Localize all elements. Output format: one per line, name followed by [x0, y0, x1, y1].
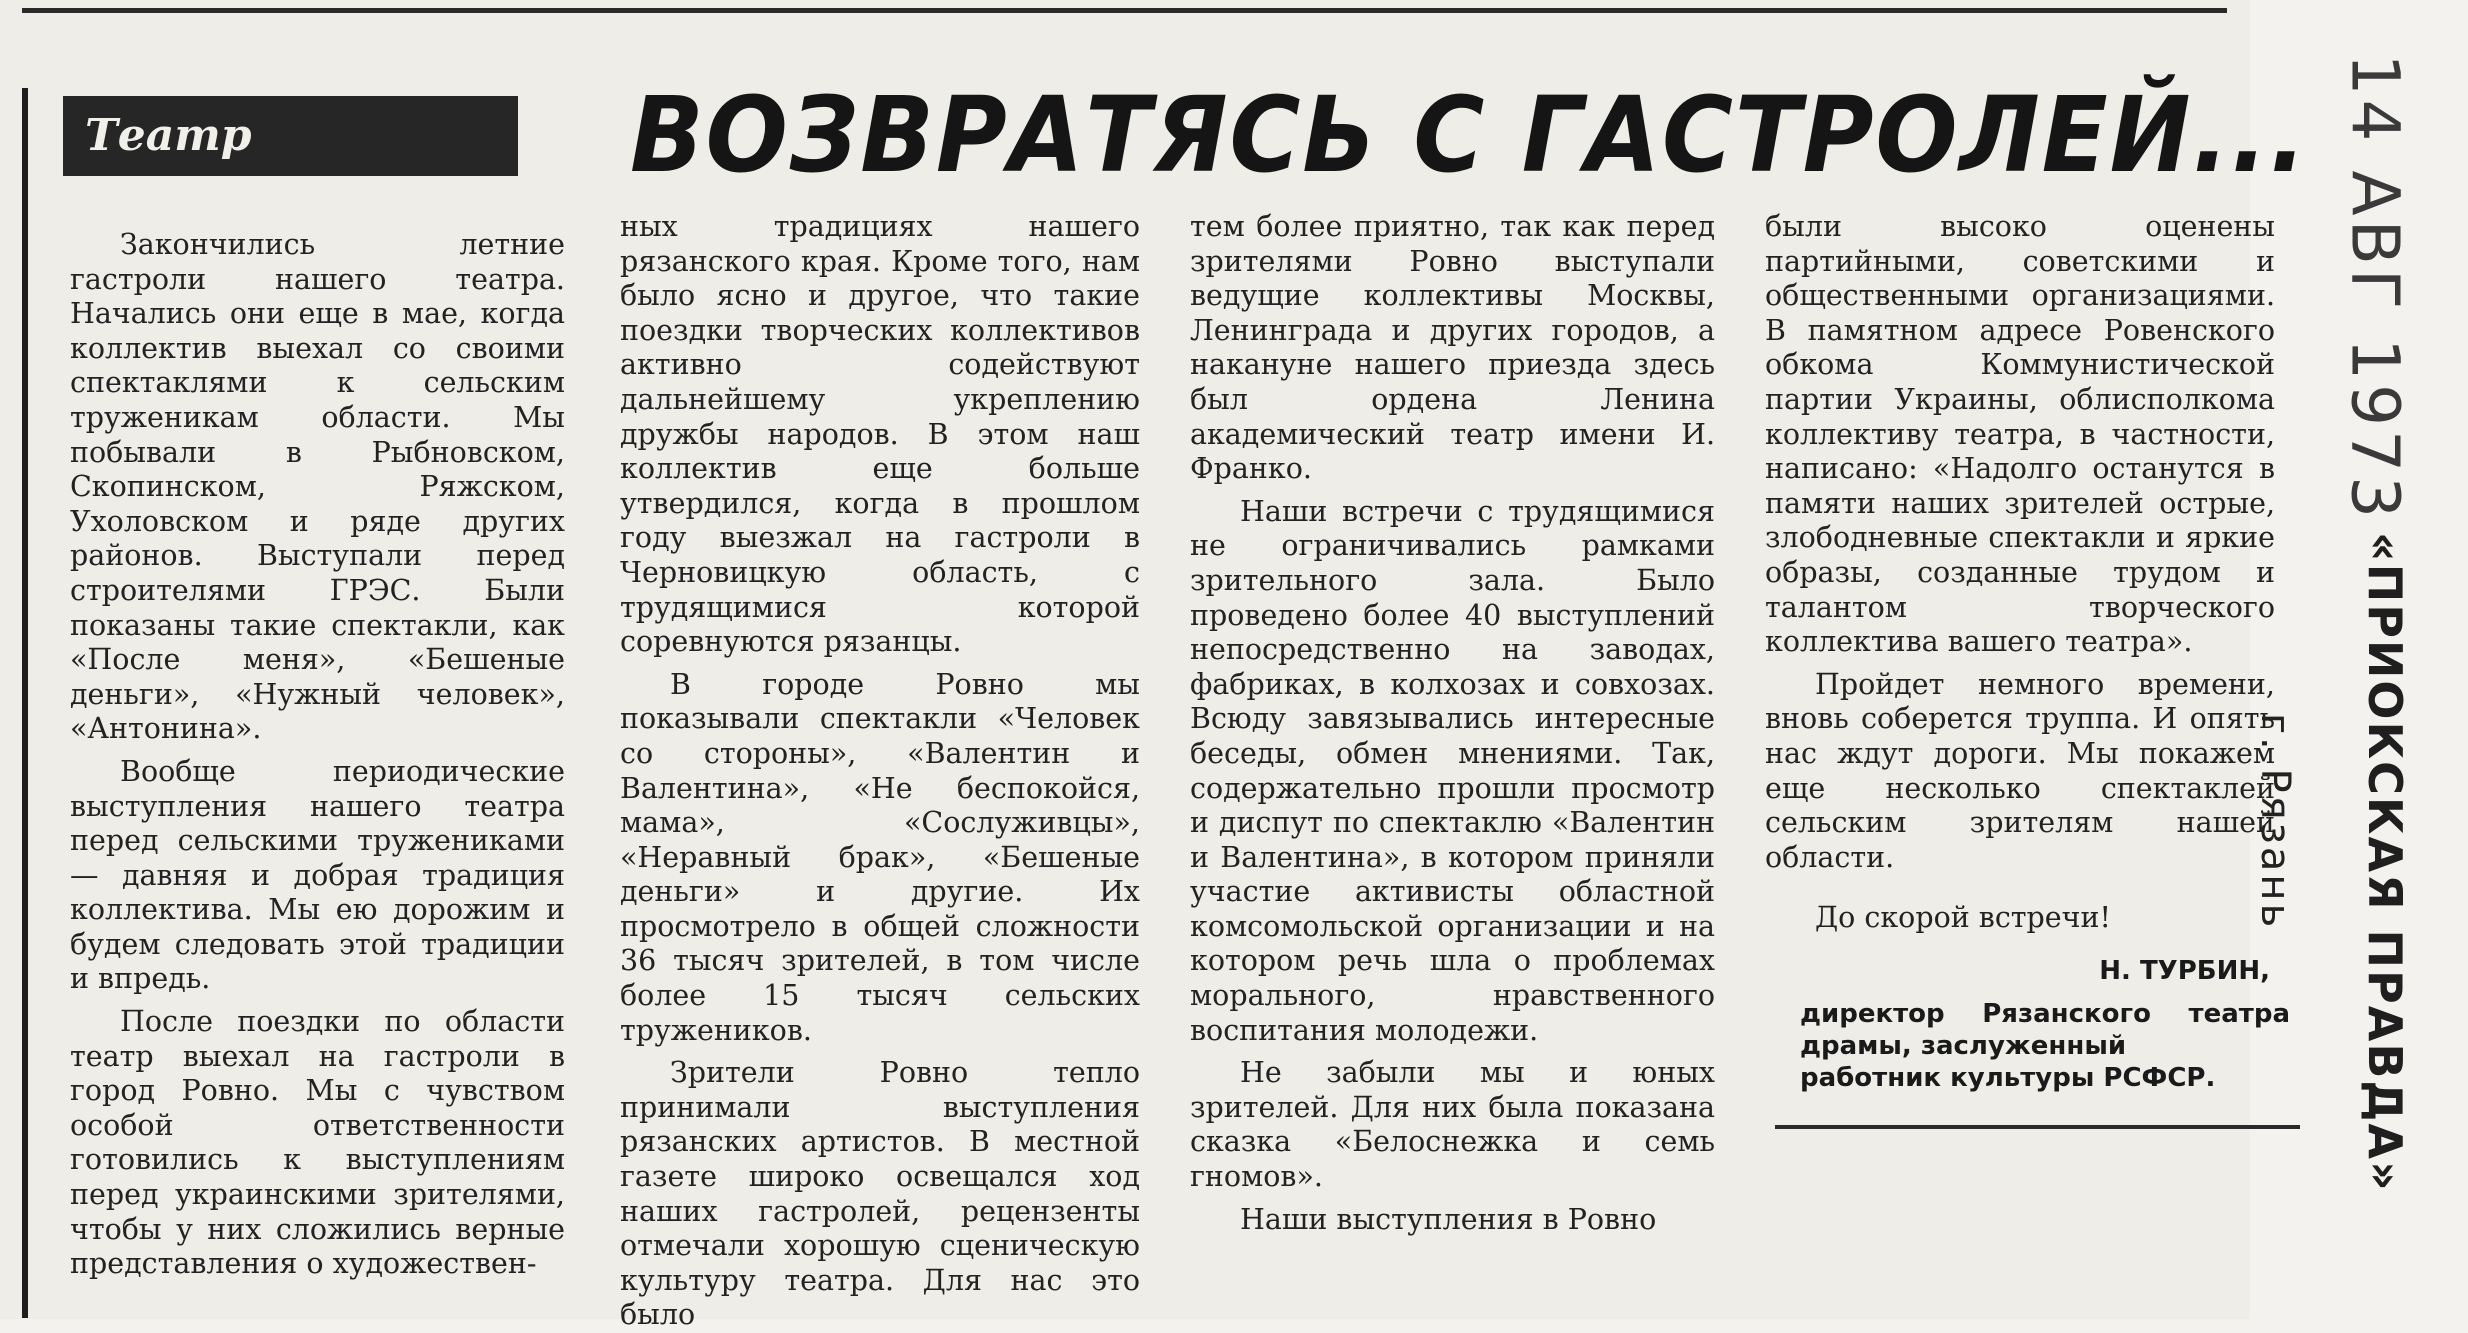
rubric-label: Театр	[63, 96, 518, 176]
date-stamp	[2330, 40, 2420, 523]
paragraph: После поездки по области театр выехал на гастроли в город Ровно. Мы с чувством особой ответственности готовились к выступлениям перед украинскими зрителями, чтобы у них сложились верные представления о художествен-	[70, 1005, 565, 1281]
author-name: Н. ТУРБИН,	[2099, 956, 2270, 986]
paragraph: До скорой встречи!	[1815, 901, 2111, 935]
author-title-line: директор Рязанского театра драмы, заслуженный	[1800, 999, 2290, 1061]
paragraph: Не забыли мы и юных зрителей. Для них была показана сказка «Белоснежка и семь гномов».	[1190, 1056, 1715, 1194]
date-stamp-text: 14 АВГ 1973	[2336, 53, 2414, 523]
article-column-1	[70, 228, 565, 1282]
paragraph: В городе Ровно мы показывали спектакли «Человек со стороны», «Валентин и Валентина», «Не беспокойся, мама», «Сослуживцы», «Неравный брак», «Бешеные деньги» и другие. Их просмотрело в общей сложности 36 тысяч зрителей, в том числе более 15 тысяч сельских тружеников.	[620, 667, 1140, 1047]
paragraph: Наши выступления в Ровно	[1240, 1202, 1657, 1236]
top-border	[22, 8, 2227, 13]
city-stamp-text: г. Рязань	[2252, 713, 2298, 931]
author-title-line: работник культуры РСФСР.	[1800, 1063, 2216, 1093]
source-stamp	[2330, 532, 2450, 1193]
headline: ВОЗВРАТЯСЬ С ГАСТРОЛЕЙ...	[630, 74, 2309, 196]
closing-rule	[1775, 1125, 2300, 1129]
article-column-3	[1190, 210, 1715, 1237]
paragraph: Пройдет немного времени, вновь соберется труппа. И опять нас ждут дороги. Мы покажем еще несколько спектаклей сельским зрителям нашей области.	[1765, 667, 2275, 874]
left-border	[22, 88, 28, 1318]
paragraph: были высоко оценены партийными, советскими и общественными организациями. В памятном адресе Ровенского обкома Коммунистической партии Украины, облисполкома коллективу театра, в частности, написано: «Надолго останутся в памяти наших зрителей острые, злободневные спектакли и яркие образы, созданные трудом и талантом творческого коллектива вашего театра».	[1765, 210, 2275, 659]
article-column-2	[620, 210, 1140, 1333]
paragraph: Зрители Ровно тепло принимали выступления рязанских артистов. В местной газете широко освещался ход наших гастролей, рецензенты отмечали хорошую сценическую культуру театра. Для нас это было	[620, 1056, 1140, 1332]
city-stamp	[2230, 713, 2310, 1080]
paragraph: ных традициях нашего рязанского края. Кроме того, нам было ясно и другое, что такие поездки творческих коллективов активно содействуют дальнейшему укреплению дружбы народов. В этом наш коллектив еще больше утвердился, когда в прошлом году выезжал на гастроли в Черновицкую область, с трудящимися которой соревнуются рязанцы.	[620, 210, 1140, 659]
paragraph: Вообще периодические выступления нашего театра перед сельскими тружениками— давняя и добрая традиция коллектива. Мы ею дорожим и будем следовать этой традиции и впредь.	[70, 754, 565, 996]
paragraph: тем более приятно, так как перед зрителями Ровно выступали ведущие коллективы Москвы, Ленинграда и других городов, а накануне нашего приезда здесь был ордена Ленина академический театр имени И. Франко.	[1190, 210, 1715, 486]
author-title	[1800, 998, 2290, 1094]
paragraph: Наши встречи с трудящимися не ограничивались рамками зрительного зала. Было проведено более 40 выступлений непосредственно на заводах, фабриках, в колхозах и совхозах. Всюду завязывались интересные беседы, обмен мнениями. Так, содержательно прошли просмотр и диспут по спектаклю «Валентин и Валентина», в котором приняли участие активисты областной комсомольской организации и на котором речь шла о проблемах морального, нравственного воспитания молодежи.	[1190, 494, 1715, 1047]
article-column-4	[1765, 210, 2275, 936]
paragraph: Закончились летние гастроли нашего театра. Начались они еще в мае, когда коллектив выехал со своими спектаклями к сельским труженикам области. Мы побывали в Рыбновском, Скопинском, Ряжском, Ухоловском и ряде других районов. Выступали перед строителями ГРЭС. Были показаны такие спектакли, как «После меня», «Бешеные деньги», «Нужный человек», «Антонина».	[70, 228, 565, 746]
source-stamp-text: «ПРИОКСКАЯ ПРАВДА»	[2358, 532, 2412, 1193]
